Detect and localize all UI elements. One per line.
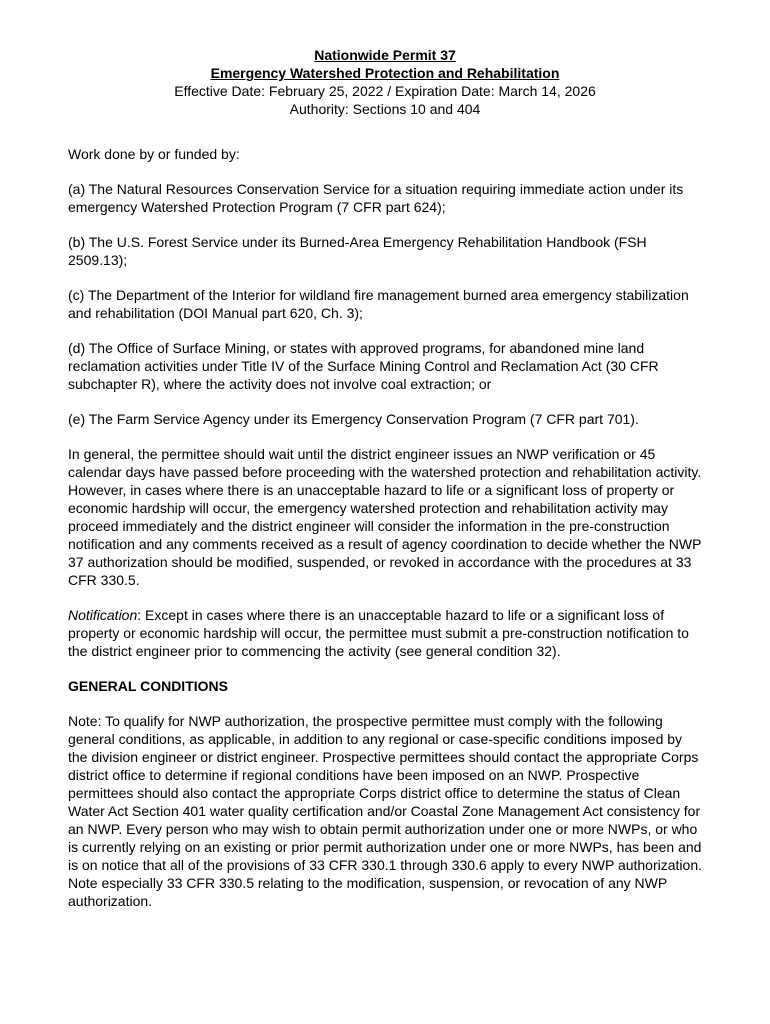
permit-dates: Effective Date: February 25, 2022 / Expiration Date: March 14, 2026 (174, 83, 596, 99)
item-a-paragraph: (a) The Natural Resources Conservation Service for a situation requiring immediate action under its emergency Watershed Protection Program (7 CFR part 624); (68, 181, 684, 215)
notification-label: Notification (68, 607, 138, 623)
notification-paragraph (68, 606, 702, 660)
document-header (68, 46, 702, 118)
general-conditions-heading: GENERAL CONDITIONS (68, 678, 228, 694)
item-c-paragraph: (c) The Department of the Interior for wildland fire management burned area emergency stabilization and rehabilitation (DOI Manual part 620, Ch. 3); (68, 287, 689, 321)
notification-text: : Except in cases where there is an unacceptable hazard to life or a significant loss of property or economic hardship will occur, the permittee must submit a pre-construction notification to the district engineer prior to commencing the activity (see general condition 32). (68, 607, 689, 659)
item-d-paragraph: (d) The Office of Surface Mining, or states with approved programs, for abandoned mine land reclamation activities under Title IV of the Surface Mining Control and Reclamation Act (30 CFR subchapter R), where the activity does not involve coal extraction; or (68, 340, 659, 392)
item-b-paragraph: (b) The U.S. Forest Service under its Burned-Area Emergency Rehabilitation Handbook (FSH 2509.13); (68, 234, 647, 268)
general-paragraph: In general, the permittee should wait until the district engineer issues an NWP verification or 45 calendar days have passed before proceeding with the watershed protection and rehabilitation activity. However, in cases where there is an unacceptable hazard to life or a significant loss of property or economic hardship will occur, the emergency watershed protection and rehabilitation activity may proceed immediately and the district engineer will consider the information in the pre-construction notification and any comments received as a result of agency coordination to decide whether the NWP 37 authorization should be modified, suspended, or revoked in accordance with the procedures at 33 CFR 330.5. (68, 446, 702, 588)
intro-paragraph: Work done by or funded by: (68, 146, 240, 162)
permit-subtitle: Emergency Watershed Protection and Rehabilitation (210, 65, 560, 81)
permit-authority: Authority: Sections 10 and 404 (289, 101, 481, 117)
document-body (68, 145, 702, 910)
permit-title: Nationwide Permit 37 (314, 47, 456, 63)
item-e-paragraph: (e) The Farm Service Agency under its Emergency Conservation Program (7 CFR part 701). (68, 411, 639, 427)
note-paragraph: Note: To qualify for NWP authorization, the prospective permittee must comply with the following general conditions, as applicable, in addition to any regional or case-specific conditions imposed by the division engineer or district engineer. Prospective permittees should contact the appropriate Corps district office to determine if regional conditions have been imposed on an NWP. Prospective permittees should also contact the appropriate Corps district office to determine the status of Clean Water Act Section 401 water quality certification and/or Coastal Zone Management Act consistency for an NWP. Every person who may wish to obtain permit authorization under one or more NWPs, or who is currently relying on an existing or prior permit authorization under one or more NWPs, has been and is on notice that all of the provisions of 33 CFR 330.1 through 330.6 apply to every NWP authorization. Note especially 33 CFR 330.5 relating to the modification, suspension, or revocation of any NWP authorization. (68, 713, 702, 909)
